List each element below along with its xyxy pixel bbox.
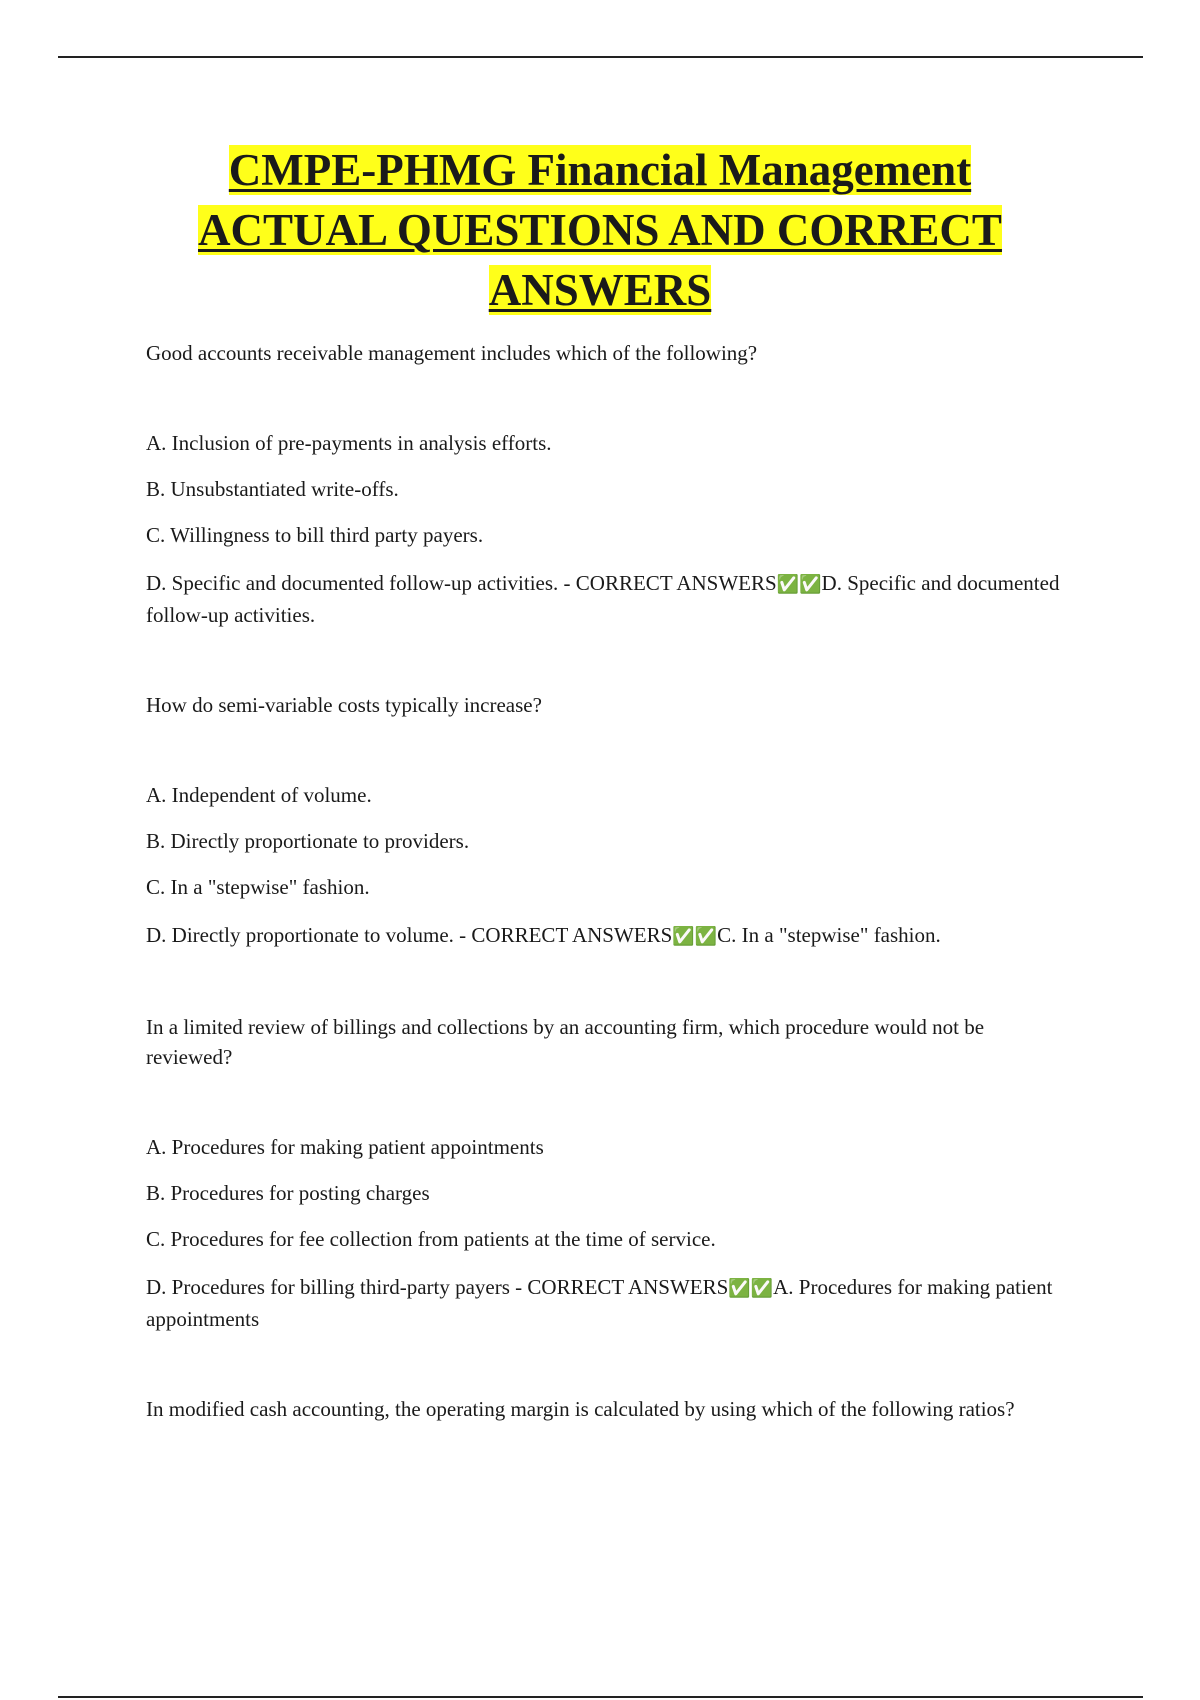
check-marks-icon: ✅✅ bbox=[728, 1278, 774, 1299]
option-c: C. In a "stepwise" fashion. bbox=[146, 875, 370, 899]
correct-answer: C. In a "stepwise" fashion. bbox=[717, 923, 941, 947]
option-d-with-answer bbox=[146, 568, 1066, 630]
title-line-2: ACTUAL QUESTIONS AND CORRECT bbox=[198, 205, 1002, 255]
option-c: C. Willingness to bill third party payers. bbox=[146, 523, 484, 547]
check-marks-icon: ✅✅ bbox=[776, 574, 822, 595]
option-d: D. Procedures for billing third-party payers - CORRECT ANSWERS bbox=[146, 1275, 729, 1299]
question-text: In modified cash accounting, the operating margin is calculated by using which of the following ratios? bbox=[146, 1397, 1015, 1421]
option-d-with-answer bbox=[146, 1272, 1066, 1334]
question-block-2 bbox=[146, 690, 1066, 952]
option-d: D. Specific and documented follow-up activities. - CORRECT ANSWERS bbox=[146, 571, 777, 595]
option-b: B. Unsubstantiated write-offs. bbox=[146, 477, 399, 501]
option-b: B. Directly proportionate to providers. bbox=[146, 829, 470, 853]
question-text: How do semi-variable costs typically increase? bbox=[146, 693, 542, 717]
title-line-1: CMPE-PHMG Financial Management bbox=[228, 145, 972, 195]
option-d-with-answer bbox=[146, 920, 1066, 952]
correct-answer: A. Procedures for making patient appointments bbox=[146, 1275, 1053, 1331]
title-line-3: ANSWERS bbox=[488, 265, 712, 315]
option-a: A. Inclusion of pre-payments in analysis efforts. bbox=[146, 431, 552, 455]
question-text: Good accounts receivable management includes which of the following? bbox=[146, 341, 758, 365]
document-body bbox=[146, 338, 1066, 1424]
top-rule bbox=[58, 56, 1143, 58]
question-text: In a limited review of billings and collections by an accounting firm, which procedure would not be reviewed? bbox=[146, 1015, 985, 1069]
option-a: A. Independent of volume. bbox=[146, 783, 372, 807]
question-block-4 bbox=[146, 1394, 1066, 1424]
option-d: D. Directly proportionate to volume. - CORRECT ANSWERS bbox=[146, 923, 673, 947]
document-title bbox=[100, 140, 1100, 320]
option-c: C. Procedures for fee collection from patients at the time of service. bbox=[146, 1227, 716, 1251]
correct-answer: D. Specific and documented follow-up activities. bbox=[146, 571, 1060, 627]
check-marks-icon: ✅✅ bbox=[672, 926, 718, 947]
bottom-rule bbox=[58, 1696, 1143, 1698]
question-block-3 bbox=[146, 1012, 1066, 1334]
question-block-1 bbox=[146, 338, 1066, 630]
option-b: B. Procedures for posting charges bbox=[146, 1181, 430, 1205]
option-a: A. Procedures for making patient appointments bbox=[146, 1135, 544, 1159]
